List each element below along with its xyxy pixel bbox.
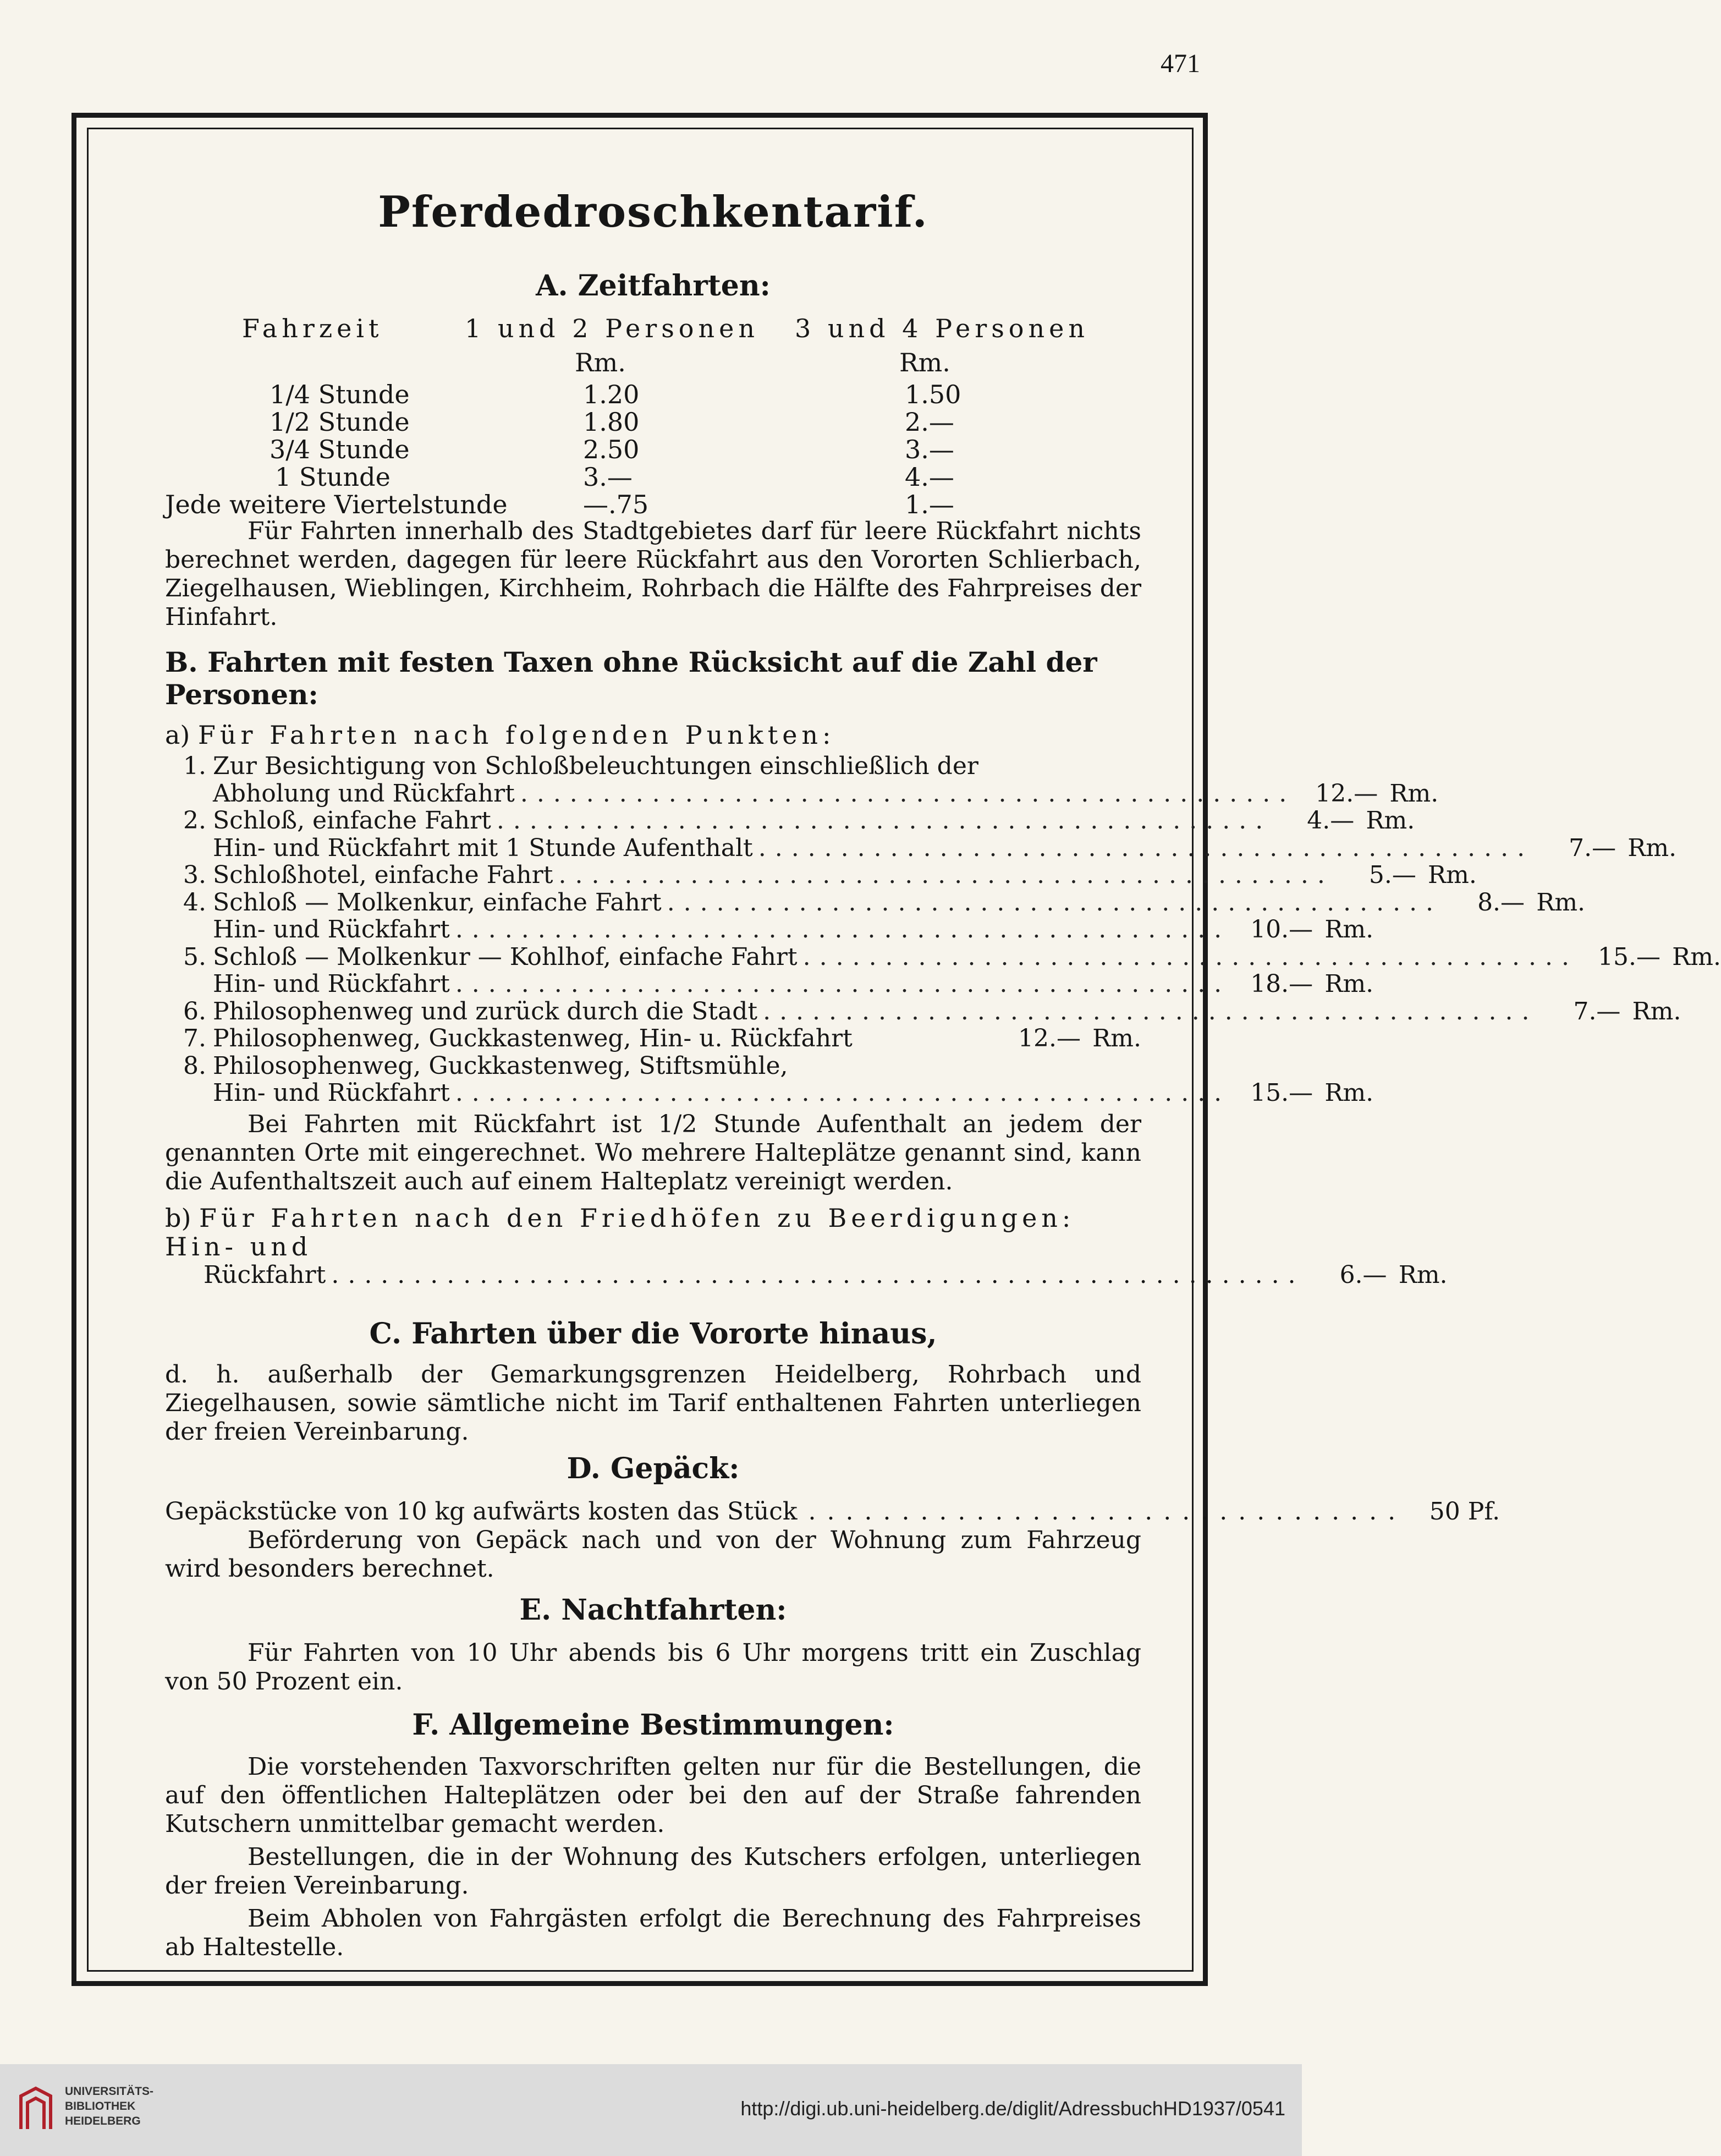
list-item: 2. Schloß, einfache Fahrt ............................................... 4.— Rm. [183,807,1415,835]
col-1-2-persons: 1 und 2 Personen [465,314,759,343]
list-item: 3. Schloßhotel, einfache Fahrt ............................................... 5.— Rm. [183,861,1477,889]
section-f-heading: F. Allgemeine Bestimmungen: [412,1708,894,1742]
section-d-text: Beförderung von Gepäck nach und von der Wohnung zum Fahrzeug wird besonders berechnet. [165,1526,1141,1583]
list-item: Abholung und Rückfahrt ............................................... 12.— Rm. [213,779,1439,808]
list-item: 1. Zur Besichtigung von Schloßbeleuchtungen einschließlich der [183,752,978,780]
section-e-text: Für Fahrten von 10 Uhr abends bis 6 Uhr morgens tritt ein Zuschlag von 50 Prozent ein. [165,1638,1141,1696]
section-f-paragraph: Die vorstehenden Taxvorschriften gelten nur für die Bestellungen, die auf den öffentlichen Halteplätzen oder bei den auf der Straße fahrenden Kutschern unmittelbar gemacht werden. [165,1752,1141,1838]
table-row: 1/2 Stunde 1.80 2.— [270,407,954,437]
section-b-note: Bei Fahrten mit Rückfahrt ist 1/2 Stunde Aufenthalt an jedem der genannten Orte mit eingerechnet. Wo mehrere Halteplätze genannt sind, kann die Aufenthaltszeit auch auf einem Halteplatz vereinigt werden. [165,1110,1141,1195]
luggage-fare-line: Gepäckstücke von 10 kg aufwärts kosten das Stück ................................ 50 Pf. [165,1497,1500,1526]
section-a-heading: A. Zeitfahrten: [536,269,771,303]
list-item: 5. Schloß — Molkenkur — Kohlhof, einfache Fahrt ............................................... 15.— Rm. [183,942,1721,971]
list-item: 6. Philosophenweg und zurück durch die Stadt ............................................... 7.— Rm. [183,997,1681,1025]
list-item: Hin- und Rückfahrt ............................................... 18.— Rm. [213,970,1374,998]
table-row: Jede weitere Viertelstunde —.75 1.— [165,490,954,519]
section-b-sub-b-line: Rückfahrt ........................................................... 6.— Rm. [204,1260,1448,1289]
section-b-heading: B. Fahrten mit festen Taxen ohne Rücksicht auf die Zahl der Personen: [165,646,1097,711]
fixed-fare-list [165,752,1721,1107]
source-url-link[interactable]: http://digi.ub.uni-heidelberg.de/diglit/AdressbuchHD1937/0541 [740,2097,1285,2120]
unit-1-2: Rm. [575,348,626,377]
section-e-heading: E. Nachtfahrten: [519,1593,787,1627]
list-item: Hin- und Rückfahrt ............................................... 10.— Rm. [213,915,1374,943]
section-b-sub-a: a) Für Fahrten nach folgenden Punkten: [165,720,835,750]
page-content [165,182,1721,1962]
col-3-4-persons: 3 und 4 Personen [795,314,1089,343]
list-item: 8. Philosophenweg, Guckkastenweg, Stiftsmühle, [183,1051,788,1080]
section-d-heading: D. Gepäck: [567,1451,740,1485]
section-a-note: Für Fahrten innerhalb des Stadtgebietes darf für leere Rückfahrt nichts berechnet werden, dagegen für leere Rückfahrt aus den Vororten Schlierbach, Ziegelhausen, Wieblingen, Kirchheim, Rohrbach die Hälfte des Fahrpreises der Hinfahrt. [165,517,1141,631]
library-logo-icon [17,2085,55,2133]
table-row: 3/4 Stunde 2.50 3.— [270,435,954,464]
table-row: 1 Stunde 3.— 4.— [275,462,954,492]
section-f-paragraph: Bestellungen, die in der Wohnung des Kutschers erfolgen, unterliegen der freien Vereinbarung. [165,1842,1141,1900]
page-number: 471 [1161,49,1200,78]
unit-3-4: Rm. [899,348,950,377]
time-fare-table [165,314,1141,517]
library-logo-text: UNIVERSITÄTS- BIBLIOTHEK HEIDELBERG [65,2085,154,2127]
section-f-paragraph: Beim Abholen von Fahrgästen erfolgt die Berechnung des Fahrpreises ab Haltestelle. [165,1904,1141,1961]
page-title: Pferdedroschkentarif. [378,187,928,237]
table-row: 1/4 Stunde 1.20 1.50 [270,380,961,409]
list-item: Hin- und Rückfahrt ............................................... 15.— Rm. [213,1079,1374,1107]
list-item: Hin- und Rückfahrt mit 1 Stunde Aufenthalt ............................................... 7.— Rm. [213,833,1677,862]
section-c-text: d. h. außerhalb der Gemarkungsgrenzen Heidelberg, Rohrbach und Ziegelhausen, sowie sämtliche nicht im Tarif enthaltenen Fahrten unterliegen der freien Vereinbarung. [165,1360,1141,1446]
col-fahrzeit: Fahrzeit [242,314,383,343]
list-item: 7. Philosophenweg, Guckkastenweg, Hin- u. Rückfahrt 12.— Rm. [183,1024,1141,1052]
list-item: 4. Schloß — Molkenkur, einfache Fahrt ............................................... 8.— Rm. [183,888,1586,917]
section-b-sub-b: b) Für Fahrten nach den Friedhöfen zu Beerdigungen: Hin- und [165,1203,1075,1261]
section-c-heading: C. Fahrten über die Vororte hinaus, [369,1316,937,1351]
